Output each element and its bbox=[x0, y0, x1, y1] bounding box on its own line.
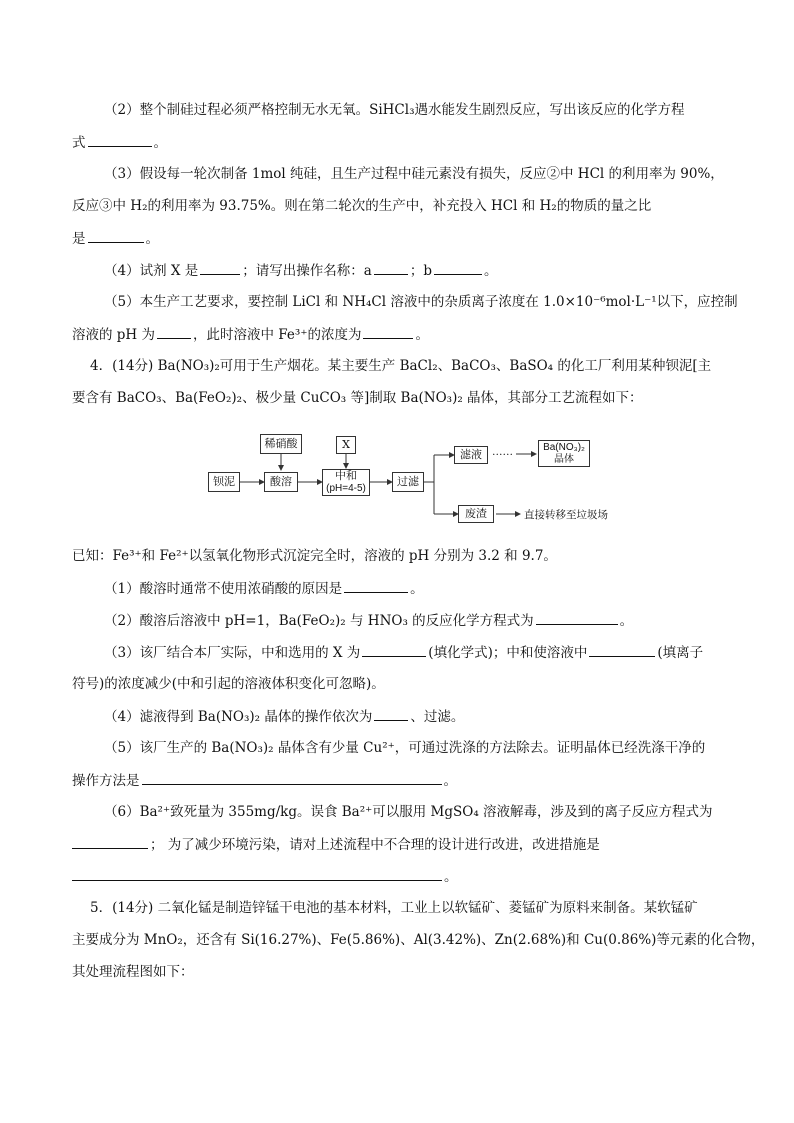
neutralize-label: 中和 bbox=[335, 469, 357, 483]
product-formula: Ba(NO₃)₂ bbox=[543, 442, 585, 453]
q3-part4: （4）试剂 X 是 ；请写出操作名称：a ；b 。 bbox=[104, 260, 724, 281]
flow-box-waste: 废渣 bbox=[458, 505, 494, 523]
flow-box-filtrate: 滤液 bbox=[454, 446, 488, 464]
neutralize-ph-label: (pH=4-5) bbox=[326, 483, 366, 495]
flow-dots: …… bbox=[492, 446, 513, 458]
q4-sub6-line3: 。 bbox=[72, 866, 722, 887]
q4-sub6-line2: ； 为了减少环境污染，请对上述流程中不合理的设计进行改进，改进措施是 bbox=[72, 834, 722, 855]
flow-box-barium-mud: 钡泥 bbox=[208, 472, 240, 492]
q5-line3: 其处理流程图如下： bbox=[72, 964, 194, 980]
answer-blank[interactable] bbox=[72, 834, 148, 849]
q4-intro-line2: 要含有 BaCO₃、Ba(FeO₂)₂、极少量 CuCO₃ 等]制取 Ba(NO₃)₂ 晶体，其部分工艺流程如下： bbox=[72, 390, 643, 406]
q4-intro-line1: 4．(14分) Ba(NO₃)₂可用于生产烟花。某主要生产 BaCl₂、BaCO₃、BaSO₄ 的化工厂利用某种钡泥[主 bbox=[90, 358, 712, 374]
q3-part2-line1: （2）整个制硅过程必须严格控制无水无氧。SiHCl₃遇水能发生剧烈反应，写出该反应的化学方程 bbox=[104, 102, 685, 118]
q5-line2: 主要成分为 MnO₂，还含有 Si(16.27%)、Fe(5.86%)、Al(3.42%)、Zn(2.68%)和 Cu(0.86%)等元素的化合物， bbox=[72, 932, 765, 948]
answer-blank[interactable] bbox=[374, 706, 408, 721]
q4-sub1: （1）酸溶时通常不使用浓硝酸的原因是 。 bbox=[104, 578, 724, 599]
answer-blank[interactable] bbox=[589, 642, 655, 657]
q3-part3-line2: 反应③中 H₂的利用率为 93.75%。则在第二轮次的生产中，补充投入 HCl 和 H₂的物质的量之比 bbox=[72, 198, 652, 214]
flow-box-acid-dissolve: 酸溶 bbox=[264, 472, 298, 492]
answer-blank[interactable] bbox=[344, 578, 408, 593]
answer-blank[interactable] bbox=[142, 770, 442, 785]
flow-box-neutralize bbox=[322, 469, 370, 496]
flow-box-product bbox=[538, 440, 590, 467]
q4-sub4: （4）滤液得到 Ba(NO₃)₂ 晶体的操作依次为 、过滤。 bbox=[104, 706, 724, 727]
q3-part2-line2: 式 。 bbox=[72, 132, 722, 153]
q4-sub5-line2: 操作方法是 。 bbox=[72, 770, 722, 791]
q4-sub3-line2: 符号)的浓度减少(中和引起的溶液体积变化可忽略)。 bbox=[72, 676, 385, 692]
product-label: 晶体 bbox=[553, 453, 574, 465]
answer-blank[interactable] bbox=[536, 610, 618, 625]
q4-sub3-line1: （3）该厂结合本厂实际，中和选用的 X 为 (填化学式)；中和使溶液中 (填离子 bbox=[104, 642, 724, 663]
flow-box-dilute-nitric-acid: 稀硝酸 bbox=[260, 434, 302, 454]
q4-sub6-line1: （6）Ba²⁺致死量为 355mg/kg。误食 Ba²⁺可以服用 MgSO₄ 溶液解毒，涉及到的离子反应方程式为 bbox=[104, 804, 713, 820]
answer-blank[interactable] bbox=[362, 642, 426, 657]
answer-blank[interactable] bbox=[72, 866, 442, 881]
q3-part3-line1: （3）假设每一轮次制备 1mol 纯硅，且生产过程中硅元素没有损失，反应②中 HCl 的利用率为 90%， bbox=[104, 166, 724, 182]
q4-sub5-line1: （5）该厂生产的 Ba(NO₃)₂ 晶体含有少量 Cu²⁺，可通过洗涤的方法除去。证明晶体已经洗涤干净的 bbox=[104, 740, 706, 756]
q5-line1: 5．(14分) 二氧化锰是制造锌锰干电池的基本材料，工业上以软锰矿、菱锰矿为原料来制备。某软锰矿 bbox=[90, 900, 698, 916]
q3-part3-line3: 是 。 bbox=[72, 228, 722, 249]
q3-part5-line2: 溶液的 pH 为 ，此时溶液中 Fe³⁺的浓度为 。 bbox=[72, 324, 722, 345]
flow-box-reagent-x: X bbox=[336, 436, 356, 454]
q4-known: 已知：Fe³⁺和 Fe²⁺以氢氧化物形式沉淀完全时，溶液的 pH 分别为 3.2 和 9.7。 bbox=[72, 548, 557, 564]
flow-landfill-label: 直接转移至垃圾场 bbox=[524, 509, 608, 521]
flow-box-filter: 过滤 bbox=[392, 472, 424, 492]
q4-sub2: （2）酸溶后溶液中 pH=1，Ba(FeO₂)₂ 与 HNO₃ 的反应化学方程式为 。 bbox=[104, 610, 724, 631]
q3-part5-line1: （5）本生产工艺要求，要控制 LiCl 和 NH₄Cl 溶液中的杂质离子浓度在 1.0×10⁻⁶mol·L⁻¹以下，应控制 bbox=[104, 294, 738, 310]
